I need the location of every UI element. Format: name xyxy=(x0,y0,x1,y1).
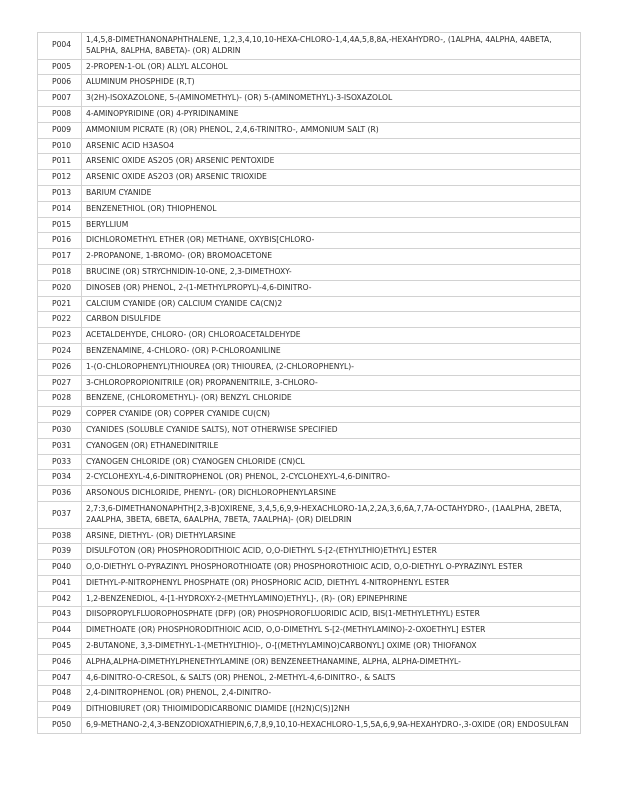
waste-code-cell: P018 xyxy=(38,264,82,280)
table-row xyxy=(38,59,581,75)
chemical-name-cell: DISULFOTON (OR) PHOSPHORODITHIOIC ACID, O,O-DIETHYL S-[2-(ETHYLTHIO)ETHYL] ESTER xyxy=(82,544,581,560)
table-row xyxy=(38,328,581,344)
chemical-name-cell: CYANIDES (SOLUBLE CYANIDE SALTS), NOT OTHERWISE SPECIFIED xyxy=(82,422,581,438)
table-row xyxy=(38,591,581,607)
waste-code-cell: P006 xyxy=(38,75,82,91)
chemical-name-cell: BENZENAMINE, 4-CHLORO- (OR) P-CHLOROANILINE xyxy=(82,343,581,359)
waste-code-cell: P039 xyxy=(38,544,82,560)
chemical-name-cell: COPPER CYANIDE (OR) COPPER CYANIDE CU(CN) xyxy=(82,407,581,423)
table-row xyxy=(38,185,581,201)
table-row xyxy=(38,75,581,91)
waste-code-cell: P027 xyxy=(38,375,82,391)
waste-code-cell: P015 xyxy=(38,217,82,233)
chemical-name-cell: ACETALDEHYDE, CHLORO- (OR) CHLOROACETALDEHYDE xyxy=(82,328,581,344)
table-row xyxy=(38,217,581,233)
chemical-name-cell: AMMONIUM PICRATE (R) (OR) PHENOL, 2,4,6-TRINITRO-, AMMONIUM SALT (R) xyxy=(82,122,581,138)
waste-code-cell: P049 xyxy=(38,702,82,718)
waste-code-cell: P008 xyxy=(38,106,82,122)
chemical-name-cell: 3-CHLOROPROPIONITRILE (OR) PROPANENITRILE, 3-CHLORO- xyxy=(82,375,581,391)
waste-code-cell: P021 xyxy=(38,296,82,312)
chemical-name-cell: DICHLOROMETHYL ETHER (OR) METHANE, OXYBIS[CHLORO- xyxy=(82,233,581,249)
table-row xyxy=(38,607,581,623)
chemical-name-cell: BENZENE, (CHLOROMETHYL)- (OR) BENZYL CHLORIDE xyxy=(82,391,581,407)
waste-code-cell: P022 xyxy=(38,312,82,328)
chemical-name-cell: 1,2-BENZENEDIOL, 4-[1-HYDROXY-2-(METHYLAMINO)ETHYL]-, (R)- (OR) EPINEPHRINE xyxy=(82,591,581,607)
table-row xyxy=(38,201,581,217)
waste-code-cell: P010 xyxy=(38,138,82,154)
table-row xyxy=(38,138,581,154)
waste-code-cell: P047 xyxy=(38,670,82,686)
chemical-name-cell: 2-PROPEN-1-OL (OR) ALLYL ALCOHOL xyxy=(82,59,581,75)
chemical-name-cell: BENZENETHIOL (OR) THIOPHENOL xyxy=(82,201,581,217)
hazardous-waste-table xyxy=(37,32,581,734)
chemical-name-cell: CARBON DISULFIDE xyxy=(82,312,581,328)
table-row xyxy=(38,122,581,138)
waste-code-cell: P034 xyxy=(38,470,82,486)
table-row xyxy=(38,407,581,423)
waste-code-cell: P030 xyxy=(38,422,82,438)
table-row xyxy=(38,702,581,718)
chemical-name-cell: 4-AMINOPYRIDINE (OR) 4-PYRIDINAMINE xyxy=(82,106,581,122)
waste-code-cell: P042 xyxy=(38,591,82,607)
chemical-name-cell: 2-PROPANONE, 1-BROMO- (OR) BROMOACETONE xyxy=(82,249,581,265)
table-row xyxy=(38,375,581,391)
waste-code-cell: P023 xyxy=(38,328,82,344)
table-row xyxy=(38,359,581,375)
chemical-name-cell: 2-CYCLOHEXYL-4,6-DINITROPHENOL (OR) PHENOL, 2-CYCLOHEXYL-4,6-DINITRO- xyxy=(82,470,581,486)
waste-code-cell: P020 xyxy=(38,280,82,296)
waste-code-cell: P024 xyxy=(38,343,82,359)
chemical-name-cell: ARSINE, DIETHYL- (OR) DIETHYLARSINE xyxy=(82,528,581,544)
waste-code-cell: P029 xyxy=(38,407,82,423)
waste-code-cell: P004 xyxy=(38,33,82,60)
chemical-name-cell: CYANOGEN (OR) ETHANEDINITRILE xyxy=(82,438,581,454)
table-row xyxy=(38,686,581,702)
waste-code-cell: P017 xyxy=(38,249,82,265)
chemical-name-cell: ARSENIC OXIDE AS2O3 (OR) ARSENIC TRIOXIDE xyxy=(82,170,581,186)
waste-code-cell: P043 xyxy=(38,607,82,623)
chemical-name-cell: DIETHYL-P-NITROPHENYL PHOSPHATE (OR) PHOSPHORIC ACID, DIETHYL 4-NITROPHENYL ESTER xyxy=(82,575,581,591)
table-row xyxy=(38,422,581,438)
waste-code-cell: P031 xyxy=(38,438,82,454)
table-row xyxy=(38,33,581,60)
chemical-name-cell: 2,7:3,6-DIMETHANONAPHTH[2,3-B]OXIRENE, 3,4,5,6,9,9-HEXACHLORO-1A,2,2A,3,6,6A,7,7A-OCTAHYDRO-, (1AALPHA, 2BETA, 2AALPHA, 3BETA, 6BETA, 6AALPHA, 7BETA, 7AALPHA)- (OR) DIELDRIN xyxy=(82,501,581,528)
waste-code-cell: P005 xyxy=(38,59,82,75)
table-row xyxy=(38,154,581,170)
chemical-name-cell: DIISOPROPYLFLUOROPHOSPHATE (DFP) (OR) PHOSPHOROFLUORIDIC ACID, BIS(1-METHYLETHYL) ESTER xyxy=(82,607,581,623)
waste-code-cell: P041 xyxy=(38,575,82,591)
waste-code-cell: P009 xyxy=(38,122,82,138)
chemical-name-cell: CALCIUM CYANIDE (OR) CALCIUM CYANIDE CA(CN)2 xyxy=(82,296,581,312)
waste-code-cell: P045 xyxy=(38,639,82,655)
waste-code-cell: P046 xyxy=(38,654,82,670)
table-row xyxy=(38,249,581,265)
table-row xyxy=(38,470,581,486)
chemical-name-cell: ALUMINUM PHOSPHIDE (R,T) xyxy=(82,75,581,91)
waste-code-cell: P048 xyxy=(38,686,82,702)
chemical-name-cell: 2,4-DINITROPHENOL (OR) PHENOL, 2,4-DINITRO- xyxy=(82,686,581,702)
waste-code-cell: P033 xyxy=(38,454,82,470)
chemical-name-cell: ARSENIC OXIDE AS2O5 (OR) ARSENIC PENTOXIDE xyxy=(82,154,581,170)
document-page xyxy=(37,32,581,734)
chemical-name-cell: 1-(O-CHLOROPHENYL)THIOUREA (OR) THIOUREA, (2-CHLOROPHENYL)- xyxy=(82,359,581,375)
table-row xyxy=(38,560,581,576)
table-row xyxy=(38,170,581,186)
table-row xyxy=(38,544,581,560)
waste-code-cell: P014 xyxy=(38,201,82,217)
waste-code-cell: P012 xyxy=(38,170,82,186)
table-row xyxy=(38,454,581,470)
table-row xyxy=(38,106,581,122)
table-row xyxy=(38,639,581,655)
chemical-name-cell: CYANOGEN CHLORIDE (OR) CYANOGEN CHLORIDE (CN)CL xyxy=(82,454,581,470)
waste-code-cell: P050 xyxy=(38,718,82,734)
chemical-name-cell: ALPHA,ALPHA-DIMETHYLPHENETHYLAMINE (OR) BENZENEETHANAMINE, ALPHA, ALPHA-DIMETHYL- xyxy=(82,654,581,670)
table-row xyxy=(38,296,581,312)
waste-code-cell: P016 xyxy=(38,233,82,249)
chemical-name-cell: 6,9-METHANO-2,4,3-BENZODIOXATHIEPIN,6,7,8,9,10,10-HEXACHLORO-1,5,5A,6,9,9A-HEXAHYDRO-,3-OXIDE (OR) ENDOSULFAN xyxy=(82,718,581,734)
table-row xyxy=(38,670,581,686)
table-row xyxy=(38,654,581,670)
waste-code-cell: P011 xyxy=(38,154,82,170)
table-row xyxy=(38,312,581,328)
chemical-name-cell: 4,6-DINITRO-O-CRESOL, & SALTS (OR) PHENOL, 2-METHYL-4,6-DINITRO-, & SALTS xyxy=(82,670,581,686)
chemical-name-cell: DINOSEB (OR) PHENOL, 2-(1-METHYLPROPYL)-4,6-DINITRO- xyxy=(82,280,581,296)
chemical-name-cell: 2-BUTANONE, 3,3-DIMETHYL-1-(METHYLTHIO)-, O-[(METHYLAMINO)CARBONYL] OXIME (OR) THIOFANOX xyxy=(82,639,581,655)
chemical-name-cell: 1,4,5,8-DIMETHANONAPHTHALENE, 1,2,3,4,10,10-HEXA-CHLORO-1,4,4A,5,8,8A,-HEXAHYDRO-, (1ALPHA, 4ALPHA, 4ABETA, 5ALPHA, 8ALPHA, 8ABETA)- (OR) ALDRIN xyxy=(82,33,581,60)
chemical-name-cell: DIMETHOATE (OR) PHOSPHORODITHIOIC ACID, O,O-DIMETHYL S-[2-(METHYLAMINO)-2-OXOETHYL] ESTER xyxy=(82,623,581,639)
waste-code-cell: P040 xyxy=(38,560,82,576)
table-row xyxy=(38,575,581,591)
chemical-name-cell: ARSONOUS DICHLORIDE, PHENYL- (OR) DICHLOROPHENYLARSINE xyxy=(82,486,581,502)
waste-code-cell: P036 xyxy=(38,486,82,502)
table-row xyxy=(38,233,581,249)
waste-code-cell: P013 xyxy=(38,185,82,201)
chemical-name-cell: 3(2H)-ISOXAZOLONE, 5-(AMINOMETHYL)- (OR) 5-(AMINOMETHYL)-3-ISOXAZOLOL xyxy=(82,91,581,107)
table-row xyxy=(38,264,581,280)
waste-code-cell: P044 xyxy=(38,623,82,639)
chemical-name-cell: ARSENIC ACID H3ASO4 xyxy=(82,138,581,154)
table-row xyxy=(38,343,581,359)
table-row xyxy=(38,528,581,544)
table-row xyxy=(38,718,581,734)
chemical-name-cell: BERYLLIUM xyxy=(82,217,581,233)
table-row xyxy=(38,391,581,407)
chemical-name-cell: BRUCINE (OR) STRYCHNIDIN-10-ONE, 2,3-DIMETHOXY- xyxy=(82,264,581,280)
chemical-name-cell: DITHIOBIURET (OR) THIOIMIDODICARBONIC DIAMIDE [(H2N)C(S)]2NH xyxy=(82,702,581,718)
waste-code-cell: P026 xyxy=(38,359,82,375)
waste-code-cell: P028 xyxy=(38,391,82,407)
table-row xyxy=(38,486,581,502)
chemical-name-cell: O,O-DIETHYL O-PYRAZINYL PHOSPHOROTHIOATE (OR) PHOSPHOROTHIOIC ACID, O,O-DIETHYL O-PYRAZINYL ESTER xyxy=(82,560,581,576)
waste-code-cell: P037 xyxy=(38,501,82,528)
table-row xyxy=(38,438,581,454)
table-row xyxy=(38,91,581,107)
waste-code-cell: P007 xyxy=(38,91,82,107)
table-row xyxy=(38,501,581,528)
table-row xyxy=(38,623,581,639)
chemical-name-cell: BARIUM CYANIDE xyxy=(82,185,581,201)
table-row xyxy=(38,280,581,296)
waste-code-cell: P038 xyxy=(38,528,82,544)
